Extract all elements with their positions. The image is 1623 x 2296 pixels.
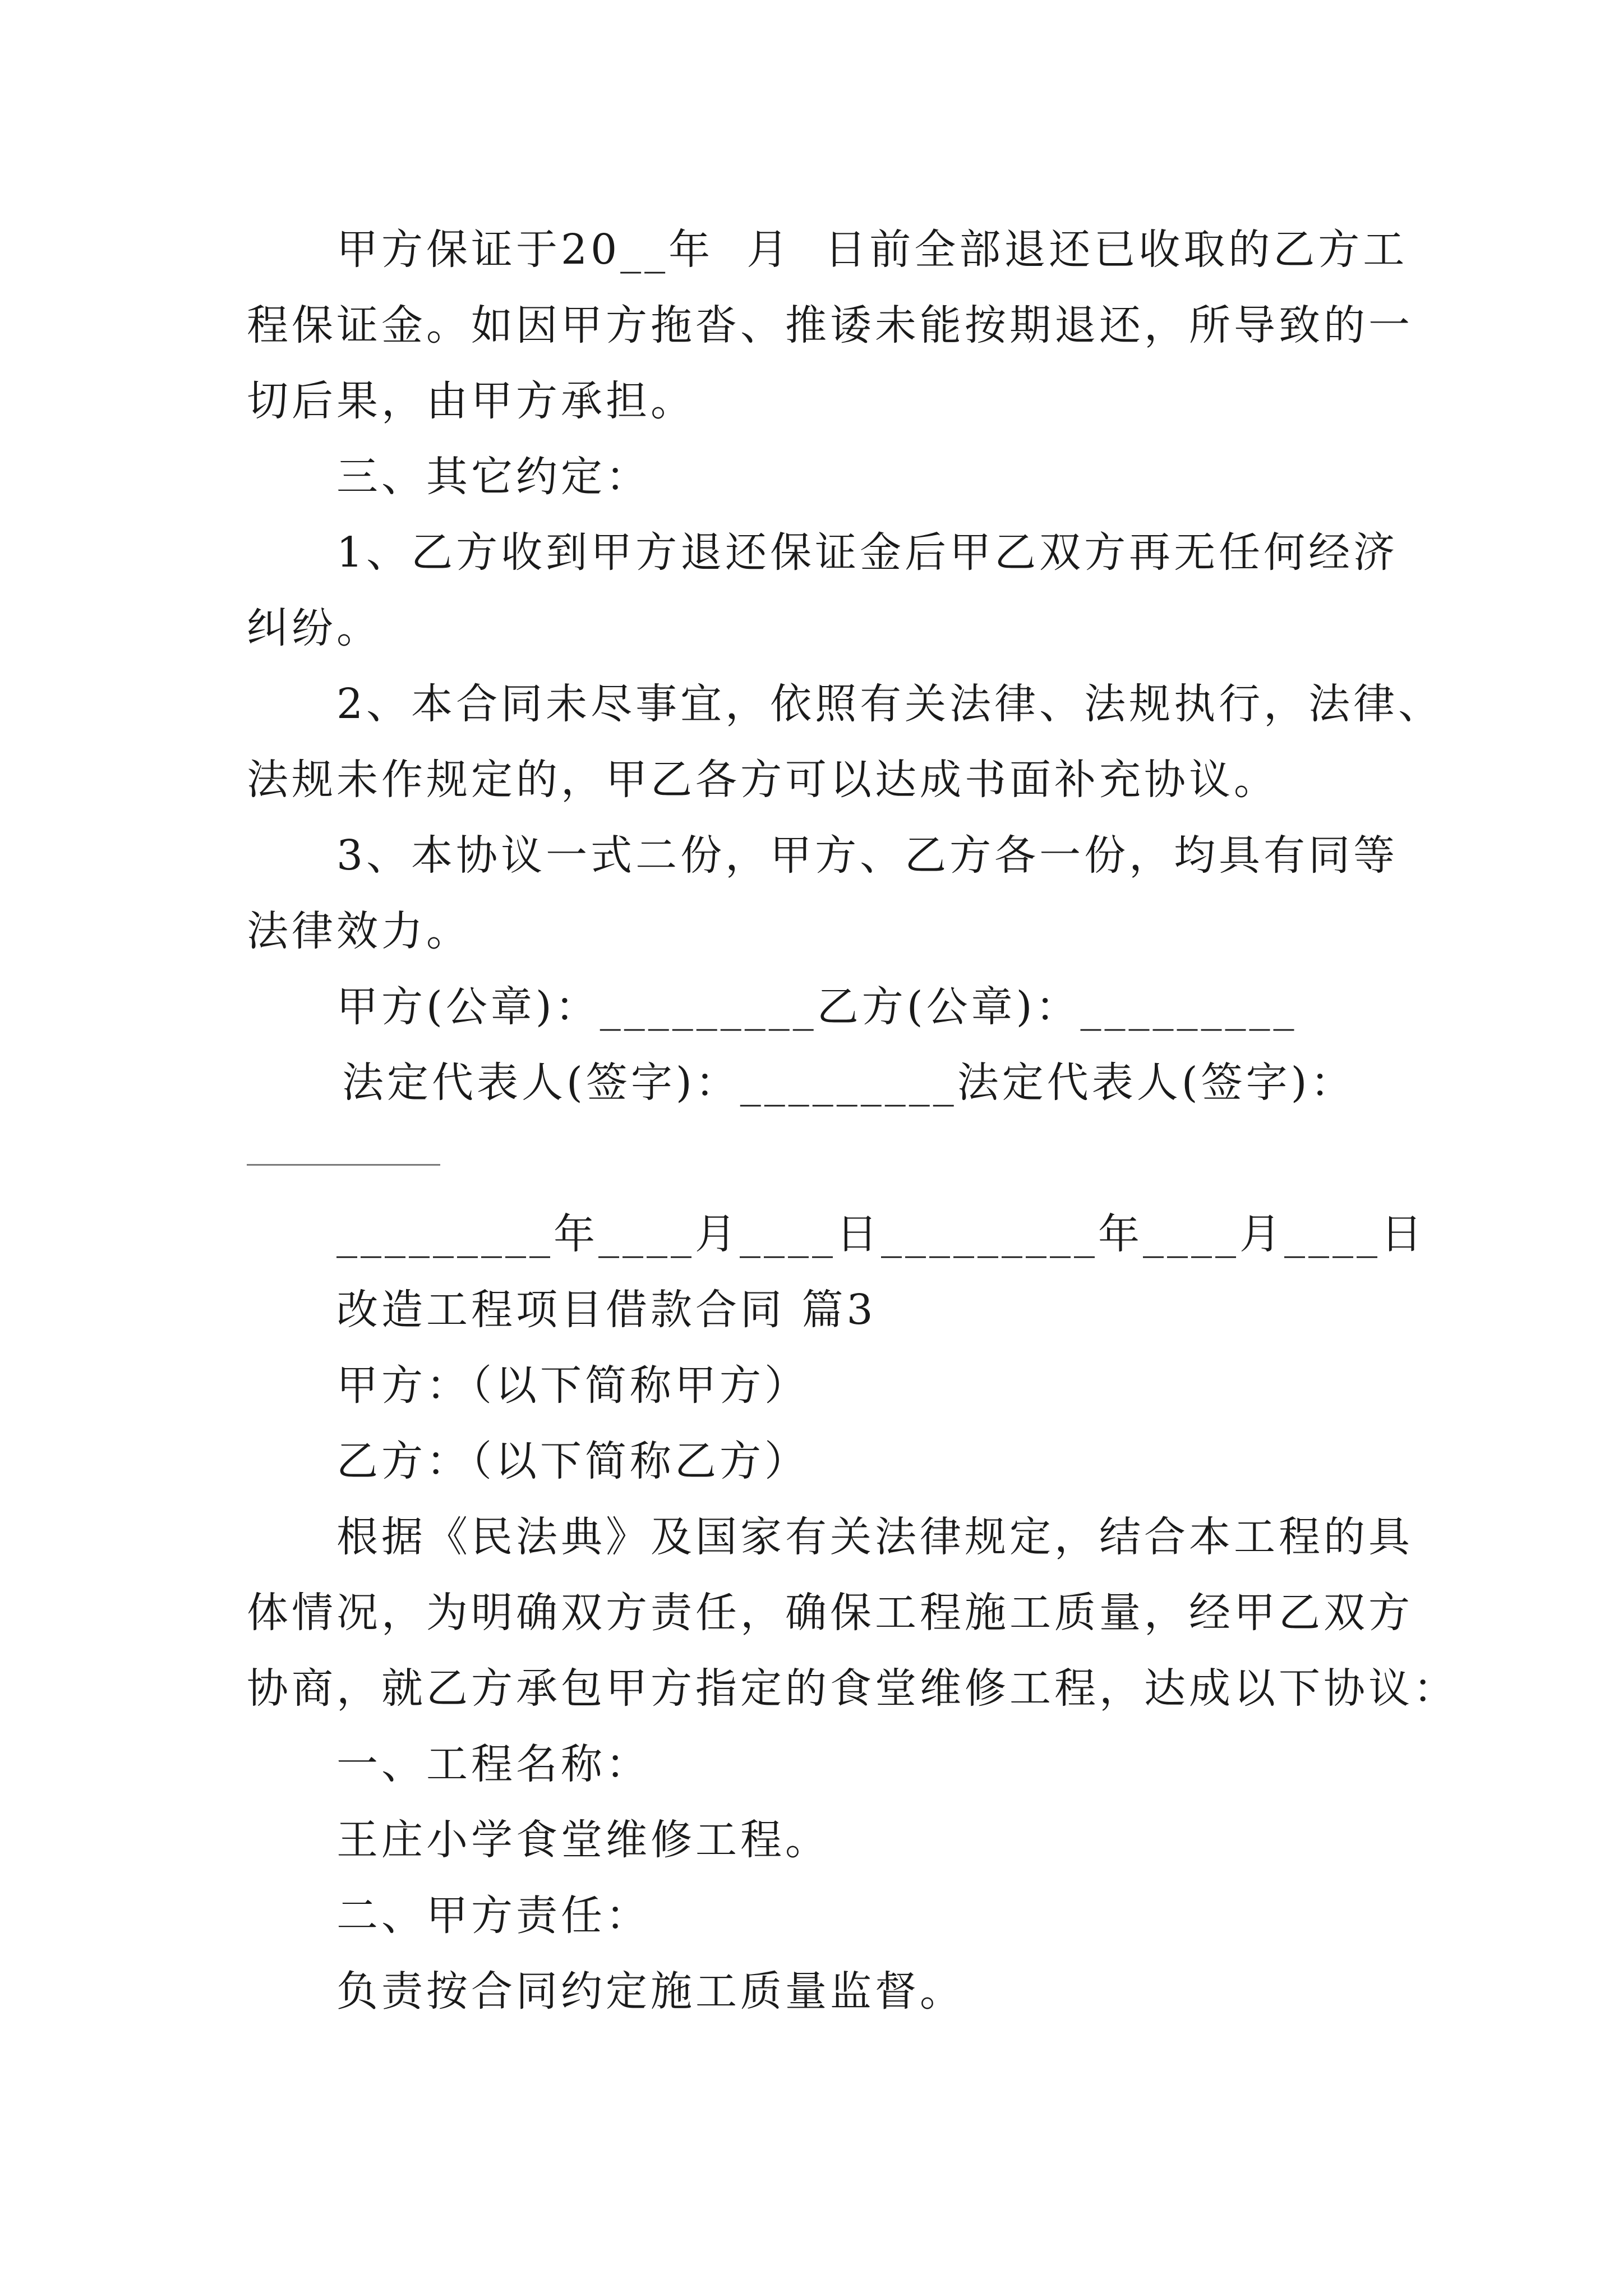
date-line: _________年____月____日_________年____月____日 — [336, 1210, 1426, 1258]
party-b-line: 乙方：（以下简称乙方） — [336, 1437, 809, 1485]
paragraph-line: 体情况，为明确双方责任，确保工程施工质量，经甲乙双方 — [247, 1589, 1413, 1637]
section-heading: 一、工程名称： — [336, 1740, 651, 1788]
paragraph-line: 根据《民法典》及国家有关法律规定，结合本工程的具 — [336, 1513, 1413, 1561]
section-heading: 二、甲方责任： — [336, 1892, 651, 1940]
contract-title: 改造工程项目借款合同 篇3 — [336, 1286, 877, 1334]
list-item-line: 法律效力。 — [247, 907, 471, 955]
paragraph-line: 协商，就乙方承包甲方指定的食堂维修工程，达成以下协议： — [247, 1664, 1458, 1713]
paragraph-line: 甲方保证于20__年 月 日前全部退还已收取的乙方工 — [336, 226, 1408, 274]
party-a-line: 甲方：（以下简称甲方） — [336, 1361, 809, 1410]
list-item-line: 2、本合同未尽事宜，依照有关法律、法规执行，法律、 — [336, 680, 1444, 728]
paragraph-line: 程保证金。如因甲方拖沓、推诿未能按期退还，所导致的一 — [247, 301, 1413, 349]
list-item-line: 1、乙方收到甲方退还保证金后甲乙双方再无任何经济 — [336, 528, 1399, 577]
paragraph-line: 王庄小学食堂维修工程。 — [336, 1816, 830, 1864]
seal-line: 甲方(公章)：_________乙方(公章)：_________ — [336, 983, 1298, 1031]
signature-blank — [247, 1164, 440, 1166]
paragraph-line: 切后果，由甲方承担。 — [247, 377, 695, 425]
list-item-line: 法规未作规定的，甲乙各方可以达成书面补充协议。 — [247, 756, 1279, 804]
section-heading: 三、其它约定： — [336, 453, 651, 501]
signature-line: 法定代表人(签字)：_________法定代表人(签字)： — [342, 1059, 1355, 1107]
list-item-line: 3、本协议一式二份，甲方、乙方各一份，均具有同等 — [336, 831, 1399, 880]
paragraph-line: 负责按合同约定施工质量监督。 — [336, 1967, 965, 2016]
list-item-line: 纠纷。 — [247, 604, 381, 652]
